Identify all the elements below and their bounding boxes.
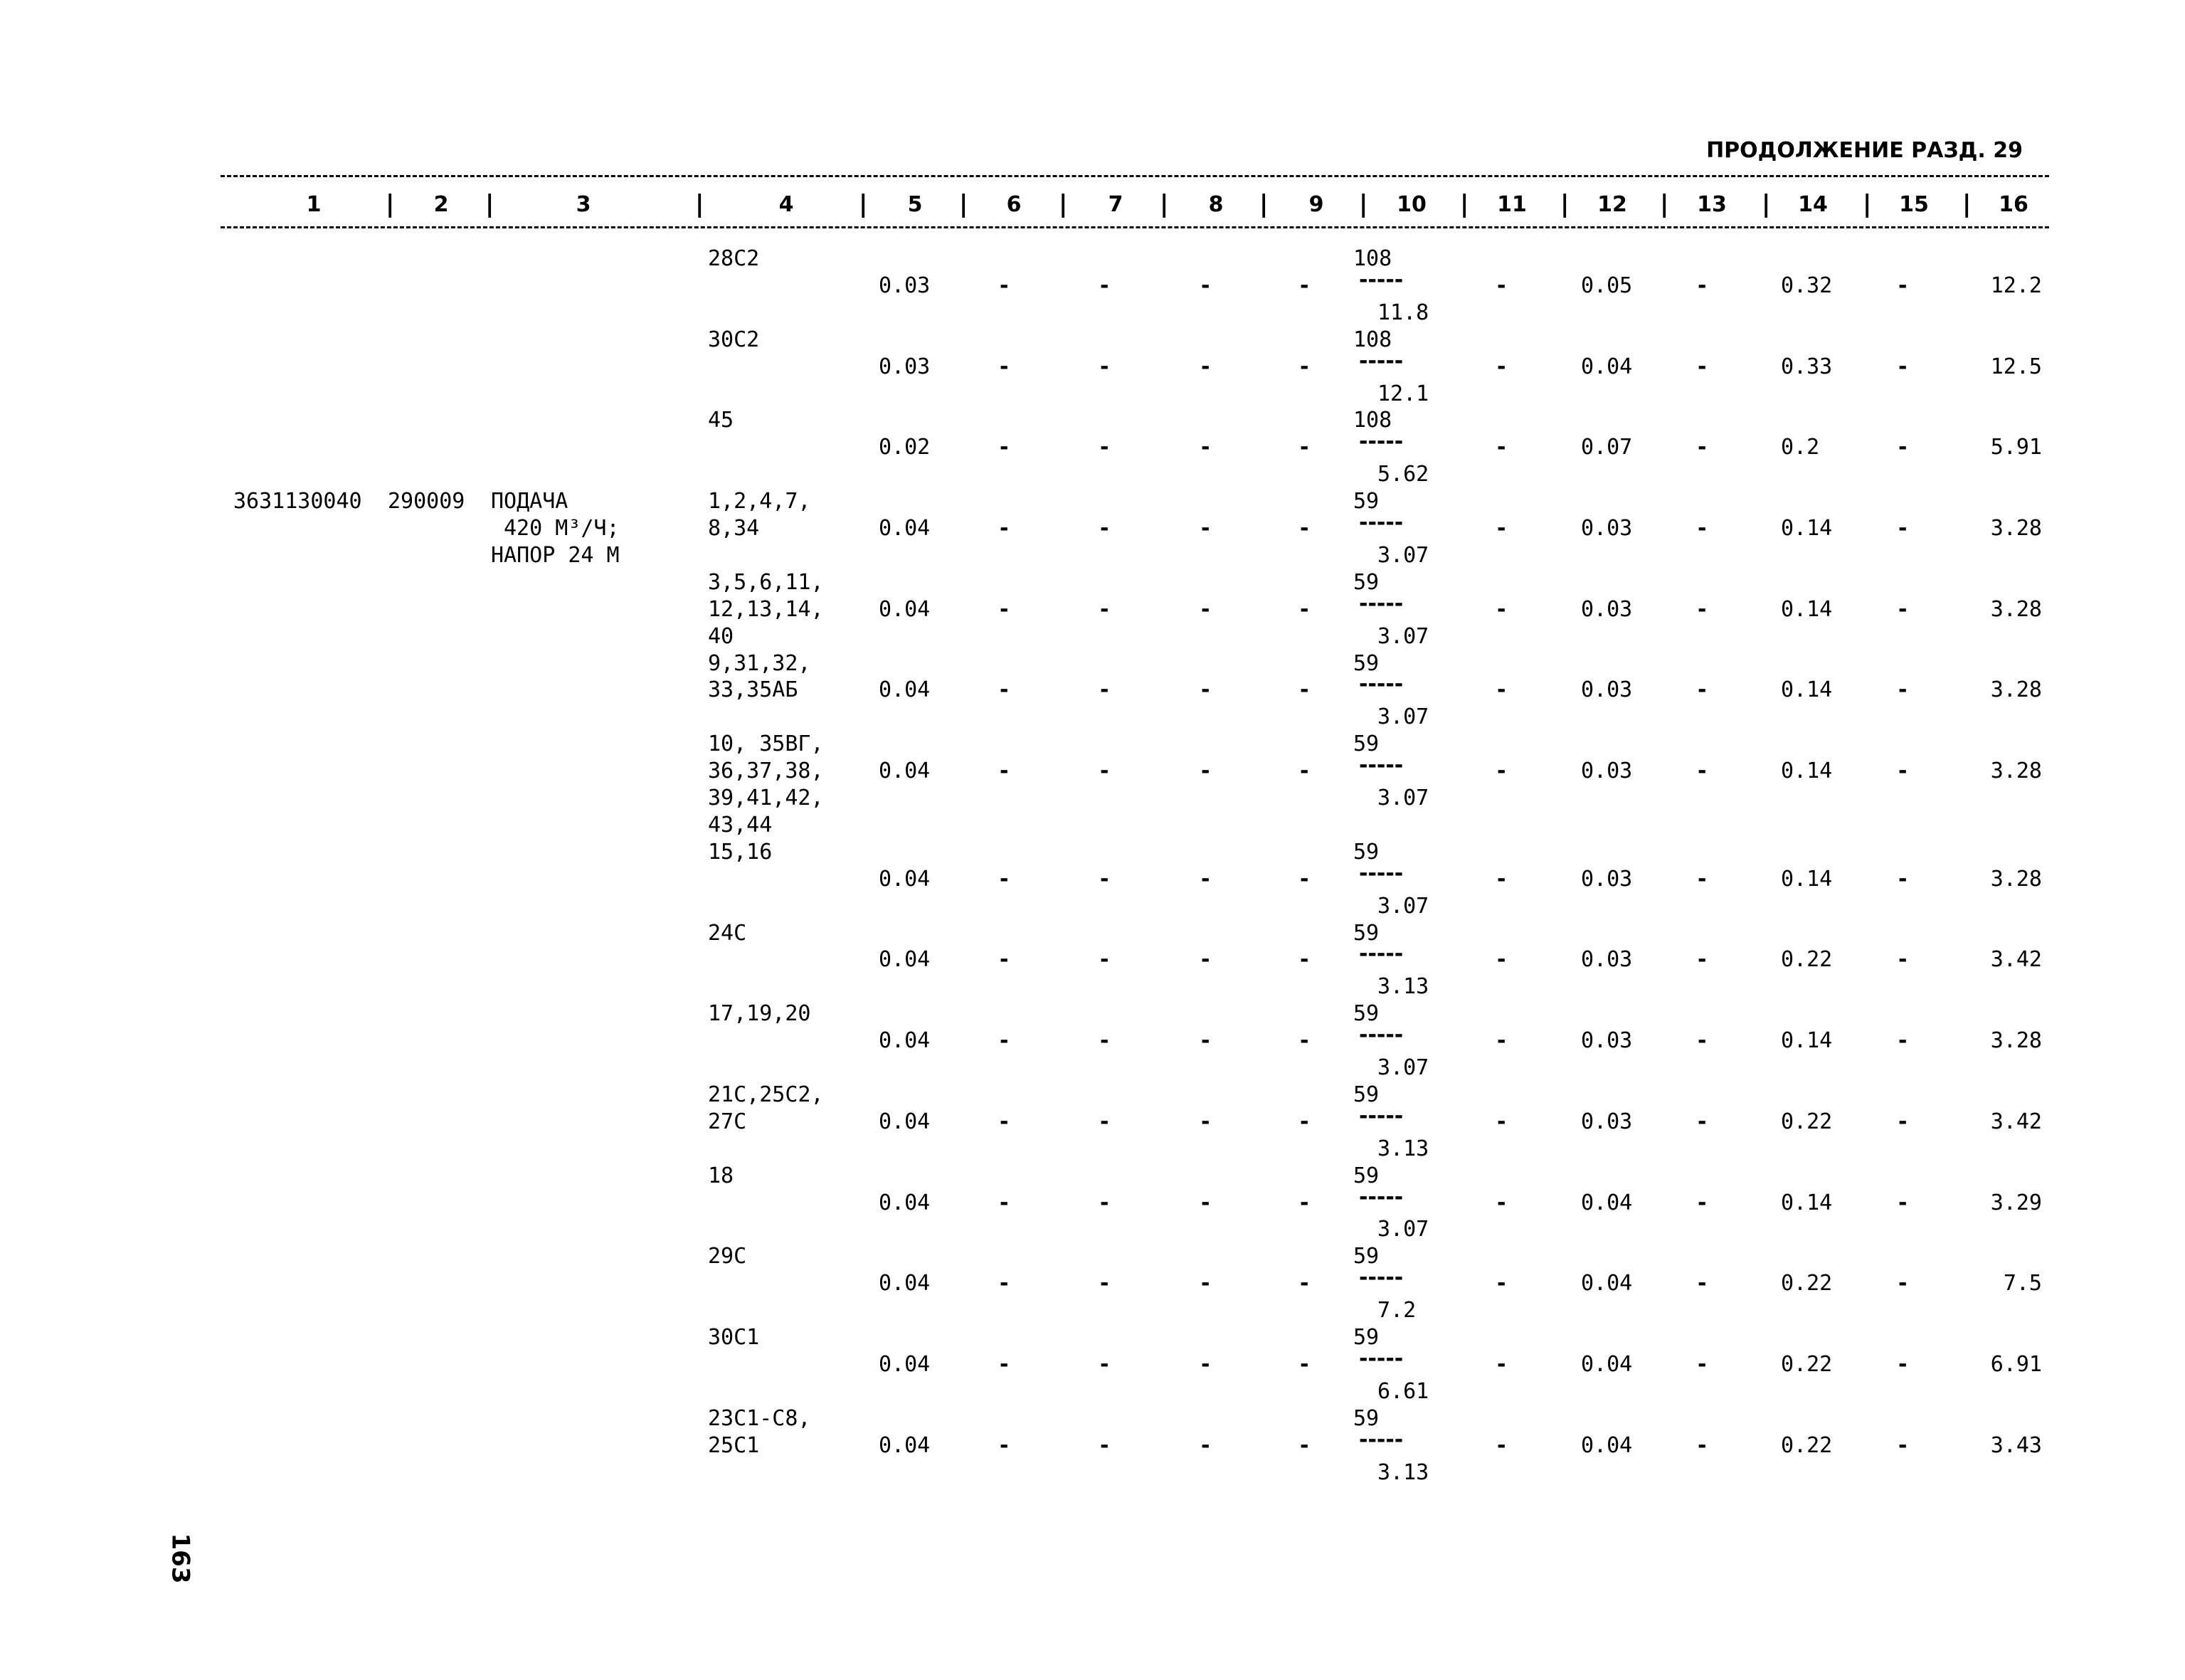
cell-c9: - <box>1300 354 1309 379</box>
column-header-14: 14 <box>1798 192 1828 217</box>
fraction-numerator: 108 <box>1353 327 1392 352</box>
cell-c8: - <box>1201 1432 1210 1458</box>
cell-c7: - <box>1100 1351 1109 1377</box>
column-separator: | <box>695 190 704 218</box>
column-separator: | <box>1560 190 1570 218</box>
column-separator: | <box>959 190 968 218</box>
cell-col5: 0.04 <box>879 759 931 784</box>
cell-c8: - <box>1201 435 1210 460</box>
cell-c6: - <box>1000 947 1009 973</box>
cell-col12: 0.04 <box>1581 1271 1633 1296</box>
column-header-6: 6 <box>1006 192 1022 217</box>
fraction-denominator: 3.07 <box>1377 542 1429 568</box>
item-code-line: 36,37,38, <box>708 759 824 784</box>
cell-c11: - <box>1497 1432 1506 1458</box>
cell-c8: - <box>1201 759 1210 784</box>
fraction-bar: ----- <box>1359 348 1404 374</box>
cell-c11: - <box>1497 1109 1506 1134</box>
cell-col5: 0.04 <box>879 1271 931 1296</box>
cell-c9: - <box>1300 866 1309 892</box>
cell-c11: - <box>1497 1351 1506 1377</box>
fraction-numerator: 59 <box>1353 1082 1380 1107</box>
item-code-line: 27С <box>708 1109 747 1134</box>
header-bottom-rule <box>221 226 2049 228</box>
column-header-5: 5 <box>907 192 923 217</box>
fraction-numerator: 59 <box>1353 650 1380 676</box>
column-separator: | <box>1059 190 1068 218</box>
cell-c13: - <box>1698 1271 1707 1296</box>
fraction-numerator: 108 <box>1353 408 1392 433</box>
cell-col12: 0.03 <box>1581 947 1633 973</box>
column-header-15: 15 <box>1899 192 1929 217</box>
fraction-denominator: 7.2 <box>1377 1298 1417 1324</box>
cell-c11: - <box>1497 435 1506 460</box>
column-header-11: 11 <box>1497 192 1527 217</box>
cell-col16: 3.28 <box>1990 1028 2042 1054</box>
cell-col5: 0.04 <box>879 1028 931 1054</box>
column-separator: | <box>1660 190 1669 218</box>
cell-c6: - <box>1000 1109 1009 1134</box>
cell-c11: - <box>1497 354 1506 379</box>
fraction-denominator: 5.62 <box>1377 462 1429 487</box>
column-separator: | <box>1962 190 1972 218</box>
cell-c6: - <box>1000 273 1009 298</box>
fraction-denominator: 3.07 <box>1377 704 1429 730</box>
cell-col16: 3.29 <box>1990 1190 2042 1215</box>
cell-col12: 0.03 <box>1581 596 1633 622</box>
cell-c7: - <box>1100 354 1109 379</box>
cell-c8: - <box>1201 866 1210 892</box>
fraction-bar: ----- <box>1359 1103 1404 1129</box>
fraction-denominator: 3.07 <box>1377 1055 1429 1080</box>
fraction-bar: ----- <box>1359 941 1404 967</box>
fraction-numerator: 59 <box>1353 1244 1380 1269</box>
fraction-bar: ----- <box>1359 753 1404 778</box>
cell-c6: - <box>1000 516 1009 541</box>
cell-col5: 0.03 <box>879 354 931 379</box>
column-header-3: 3 <box>576 192 591 217</box>
cell-c13: - <box>1698 354 1707 379</box>
item-code-line: 24С <box>708 920 747 946</box>
cell-c7: - <box>1100 516 1109 541</box>
cell-col12: 0.04 <box>1581 1432 1633 1458</box>
column-header-7: 7 <box>1108 192 1123 217</box>
cell-col12: 0.04 <box>1581 1351 1633 1377</box>
item-code-line: 1,2,4,7, <box>708 489 811 514</box>
column-header-12: 12 <box>1597 192 1627 217</box>
cell-c15: - <box>1898 1028 1908 1054</box>
cell-col16: 3.28 <box>1990 759 2042 784</box>
cell-c13: - <box>1698 1109 1707 1134</box>
column-header-10: 10 <box>1397 192 1427 217</box>
fraction-numerator: 59 <box>1353 489 1380 514</box>
cell-c13: - <box>1698 596 1707 622</box>
cell-c7: - <box>1100 947 1109 973</box>
cell-c6: - <box>1000 1351 1009 1377</box>
cell-col16: 3.42 <box>1990 947 2042 973</box>
cell-c8: - <box>1201 677 1210 703</box>
column-separator: | <box>1863 190 1872 218</box>
cell-c6: - <box>1000 435 1009 460</box>
section-title: ПРОДОЛЖЕНИЕ РАЗД. 29 <box>1706 138 2023 163</box>
cell-col16: 3.28 <box>1990 516 2042 541</box>
cell-c6: - <box>1000 677 1009 703</box>
cell-col5: 0.04 <box>879 677 931 703</box>
column-header-16: 16 <box>1999 192 2028 217</box>
cell-c13: - <box>1698 1190 1707 1215</box>
fraction-denominator: 3.07 <box>1377 623 1429 649</box>
cell-c13: - <box>1698 677 1707 703</box>
cell-c9: - <box>1300 1028 1309 1054</box>
cell-c7: - <box>1100 866 1109 892</box>
cell-c13: - <box>1698 1028 1707 1054</box>
cell-col16: 3.28 <box>1990 866 2042 892</box>
fraction-bar: ----- <box>1359 510 1404 535</box>
cell-c8: - <box>1201 596 1210 622</box>
cell-c8: - <box>1201 1190 1210 1215</box>
column-header-8: 8 <box>1208 192 1224 217</box>
fraction-numerator: 59 <box>1353 731 1380 757</box>
cell-c7: - <box>1100 596 1109 622</box>
cell-c15: - <box>1898 1271 1908 1296</box>
cell-col14: 0.33 <box>1781 354 1833 379</box>
cell-c11: - <box>1497 1190 1506 1215</box>
cell-c15: - <box>1898 1190 1908 1215</box>
header-top-rule <box>221 175 2049 177</box>
cell-c8: - <box>1201 354 1210 379</box>
cell-col16: 7.5 <box>2003 1271 2042 1296</box>
cell-col14: 0.14 <box>1781 677 1833 703</box>
cell-c13: - <box>1698 947 1707 973</box>
cell-c6: - <box>1000 354 1009 379</box>
cell-c8: - <box>1201 1028 1210 1054</box>
fraction-denominator: 3.13 <box>1377 1459 1429 1485</box>
cell-col12: 0.03 <box>1581 516 1633 541</box>
column-header-2: 2 <box>433 192 449 217</box>
fraction-bar: ----- <box>1359 1265 1404 1291</box>
cell-c15: - <box>1898 1109 1908 1134</box>
item-code-line: 25С1 <box>708 1432 760 1458</box>
cell-c7: - <box>1100 1109 1109 1134</box>
cell-c7: - <box>1100 1028 1109 1054</box>
cell-c7: - <box>1100 435 1109 460</box>
cell-c11: - <box>1497 273 1506 298</box>
item-code-line: 30С2 <box>708 327 760 352</box>
cell-c11: - <box>1497 866 1506 892</box>
cell-c6: - <box>1000 1432 1009 1458</box>
cell-c15: - <box>1898 866 1908 892</box>
item-code-line: 21С,25С2, <box>708 1082 824 1107</box>
cell-c11: - <box>1497 1271 1506 1296</box>
item-code-line: 18 <box>708 1163 734 1188</box>
fraction-denominator: 3.07 <box>1377 1217 1429 1242</box>
cell-col16: 12.2 <box>1990 273 2042 298</box>
cell-col16: 3.28 <box>1990 677 2042 703</box>
fraction-bar: ----- <box>1359 591 1404 616</box>
cell-c15: - <box>1898 1432 1908 1458</box>
cell-c11: - <box>1497 516 1506 541</box>
item-description-line: 420 М³/Ч; <box>504 516 620 541</box>
item-code-line: 29С <box>708 1244 747 1269</box>
cell-c6: - <box>1000 866 1009 892</box>
cell-c8: - <box>1201 516 1210 541</box>
cell-col14: 0.14 <box>1781 1028 1833 1054</box>
cell-col12: 0.03 <box>1581 866 1633 892</box>
fraction-denominator: 11.8 <box>1377 300 1429 325</box>
cell-c9: - <box>1300 947 1309 973</box>
cell-col14: 0.22 <box>1781 1271 1833 1296</box>
fraction-bar: ----- <box>1359 1184 1404 1210</box>
cell-c11: - <box>1497 759 1506 784</box>
cell-c7: - <box>1100 677 1109 703</box>
fraction-denominator: 12.1 <box>1377 381 1429 406</box>
fraction-numerator: 59 <box>1353 569 1380 595</box>
cell-c15: - <box>1898 273 1908 298</box>
fraction-numerator: 59 <box>1353 1325 1380 1350</box>
cell-col12: 0.03 <box>1581 677 1633 703</box>
cell-c8: - <box>1201 1351 1210 1377</box>
cell-col14: 0.14 <box>1781 866 1833 892</box>
cell-c9: - <box>1300 435 1309 460</box>
cell-col12: 0.04 <box>1581 1190 1633 1215</box>
cell-c15: - <box>1898 1351 1908 1377</box>
column-header-13: 13 <box>1697 192 1727 217</box>
cell-c7: - <box>1100 1190 1109 1215</box>
cell-c15: - <box>1898 435 1908 460</box>
fraction-bar: ----- <box>1359 672 1404 697</box>
cell-c15: - <box>1898 759 1908 784</box>
cell-c7: - <box>1100 1432 1109 1458</box>
column-separator: | <box>1359 190 1368 218</box>
cell-col5: 0.04 <box>879 516 931 541</box>
cell-c13: - <box>1698 866 1707 892</box>
item-code-line: 15,16 <box>708 839 773 865</box>
cell-c8: - <box>1201 1271 1210 1296</box>
cell-c9: - <box>1300 1190 1309 1215</box>
cell-col14: 0.14 <box>1781 596 1833 622</box>
item-description-line: ПОДАЧА <box>491 489 568 514</box>
position-code: 290009 <box>388 489 465 514</box>
item-code-line: 30С1 <box>708 1325 760 1350</box>
item-code-line: 12,13,14, <box>708 596 824 622</box>
item-code-line: 39,41,42, <box>708 786 824 810</box>
cell-col14: 0.32 <box>1781 273 1833 298</box>
cell-c6: - <box>1000 1190 1009 1215</box>
cell-c6: - <box>1000 759 1009 784</box>
fraction-numerator: 59 <box>1353 1405 1380 1431</box>
column-header-4: 4 <box>778 192 794 217</box>
item-code-line: 28С2 <box>708 246 760 271</box>
cell-col16: 6.91 <box>1990 1351 2042 1377</box>
cell-col12: 0.04 <box>1581 354 1633 379</box>
cell-c9: - <box>1300 1271 1309 1296</box>
fraction-numerator: 108 <box>1353 246 1392 271</box>
cell-c13: - <box>1698 1432 1707 1458</box>
cell-c15: - <box>1898 354 1908 379</box>
cell-c11: - <box>1497 596 1506 622</box>
column-separator: | <box>386 190 395 218</box>
cell-c11: - <box>1497 677 1506 703</box>
cell-col16: 3.28 <box>1990 596 2042 622</box>
column-header-1: 1 <box>306 192 322 217</box>
cell-col5: 0.03 <box>879 273 931 298</box>
cell-col16: 12.5 <box>1990 354 2042 379</box>
cell-c13: - <box>1698 435 1707 460</box>
item-description-line: НАПОР 24 М <box>491 542 620 568</box>
cell-col12: 0.03 <box>1581 759 1633 784</box>
cell-col5: 0.04 <box>879 947 931 973</box>
fraction-denominator: 6.61 <box>1377 1378 1429 1404</box>
cell-c13: - <box>1698 273 1707 298</box>
item-code-line: 45 <box>708 408 734 433</box>
cell-c15: - <box>1898 947 1908 973</box>
fraction-bar: ----- <box>1359 1023 1404 1048</box>
cell-col14: 0.22 <box>1781 1351 1833 1377</box>
cell-c15: - <box>1898 596 1908 622</box>
cell-c9: - <box>1300 1109 1309 1134</box>
cell-col16: 3.42 <box>1990 1109 2042 1134</box>
column-separator: | <box>859 190 868 218</box>
cell-c8: - <box>1201 1109 1210 1134</box>
cell-col5: 0.04 <box>879 866 931 892</box>
cell-col14: 0.14 <box>1781 516 1833 541</box>
cell-col12: 0.05 <box>1581 273 1633 298</box>
cell-col5: 0.02 <box>879 435 931 460</box>
cell-col14: 0.14 <box>1781 1190 1833 1215</box>
fraction-denominator: 3.07 <box>1377 786 1429 810</box>
cell-c9: - <box>1300 1432 1309 1458</box>
cell-col14: 0.22 <box>1781 1109 1833 1134</box>
cell-c7: - <box>1100 273 1109 298</box>
column-separator: | <box>485 190 494 218</box>
fraction-numerator: 59 <box>1353 1163 1380 1188</box>
fraction-bar: ----- <box>1359 1346 1404 1371</box>
cell-col14: 0.14 <box>1781 759 1833 784</box>
item-code-line: 33,35АБ <box>708 677 798 703</box>
cell-c8: - <box>1201 947 1210 973</box>
cell-c6: - <box>1000 1271 1009 1296</box>
item-code-line: 17,19,20 <box>708 1001 811 1027</box>
cell-c11: - <box>1497 947 1506 973</box>
cell-c6: - <box>1000 1028 1009 1054</box>
item-code-line: 23С1-С8, <box>708 1405 811 1431</box>
item-code-line: 43,44 <box>708 812 773 838</box>
column-separator: | <box>1460 190 1469 218</box>
column-header-9: 9 <box>1308 192 1324 217</box>
cell-c15: - <box>1898 677 1908 703</box>
cell-col5: 0.04 <box>879 1432 931 1458</box>
cell-col5: 0.04 <box>879 1190 931 1215</box>
item-code-line: 10, 35ВГ, <box>708 731 824 757</box>
cell-col16: 3.43 <box>1990 1432 2042 1458</box>
cell-col5: 0.04 <box>879 1351 931 1377</box>
cell-col16: 5.91 <box>1990 435 2042 460</box>
cell-col12: 0.07 <box>1581 435 1633 460</box>
item-code-line: 3,5,6,11, <box>708 569 824 595</box>
fraction-bar: ----- <box>1359 860 1404 886</box>
item-code-line: 9,31,32, <box>708 650 811 676</box>
column-separator: | <box>1259 190 1269 218</box>
fraction-denominator: 3.13 <box>1377 974 1429 1000</box>
page-number: 163 <box>166 1533 195 1584</box>
cell-c13: - <box>1698 516 1707 541</box>
cell-col14: 0.2 <box>1781 435 1820 460</box>
cell-c7: - <box>1100 759 1109 784</box>
fraction-numerator: 59 <box>1353 839 1380 865</box>
cell-col14: 0.22 <box>1781 947 1833 973</box>
fraction-denominator: 3.07 <box>1377 893 1429 919</box>
cell-c9: - <box>1300 273 1309 298</box>
fraction-denominator: 3.13 <box>1377 1136 1429 1161</box>
cell-c6: - <box>1000 596 1009 622</box>
column-separator: | <box>1160 190 1169 218</box>
cell-col5: 0.04 <box>879 1109 931 1134</box>
fraction-numerator: 59 <box>1353 1001 1380 1027</box>
cell-c13: - <box>1698 1351 1707 1377</box>
cell-c9: - <box>1300 1351 1309 1377</box>
cell-c8: - <box>1201 273 1210 298</box>
cell-c13: - <box>1698 759 1707 784</box>
column-separator: | <box>1762 190 1771 218</box>
fraction-bar: ----- <box>1359 1427 1404 1452</box>
cell-col14: 0.22 <box>1781 1432 1833 1458</box>
cell-c7: - <box>1100 1271 1109 1296</box>
fraction-numerator: 59 <box>1353 920 1380 946</box>
item-code-line: 40 <box>708 623 734 649</box>
cell-c9: - <box>1300 677 1309 703</box>
cell-col12: 0.03 <box>1581 1028 1633 1054</box>
cell-col12: 0.03 <box>1581 1109 1633 1134</box>
cell-c11: - <box>1497 1028 1506 1054</box>
cell-c15: - <box>1898 516 1908 541</box>
cell-c9: - <box>1300 516 1309 541</box>
cell-c9: - <box>1300 759 1309 784</box>
catalog-number: 3631130040 <box>233 489 362 514</box>
fraction-bar: ----- <box>1359 267 1404 292</box>
item-code-line: 8,34 <box>708 516 760 541</box>
cell-col5: 0.04 <box>879 596 931 622</box>
fraction-bar: ----- <box>1359 429 1404 455</box>
cell-c9: - <box>1300 596 1309 622</box>
